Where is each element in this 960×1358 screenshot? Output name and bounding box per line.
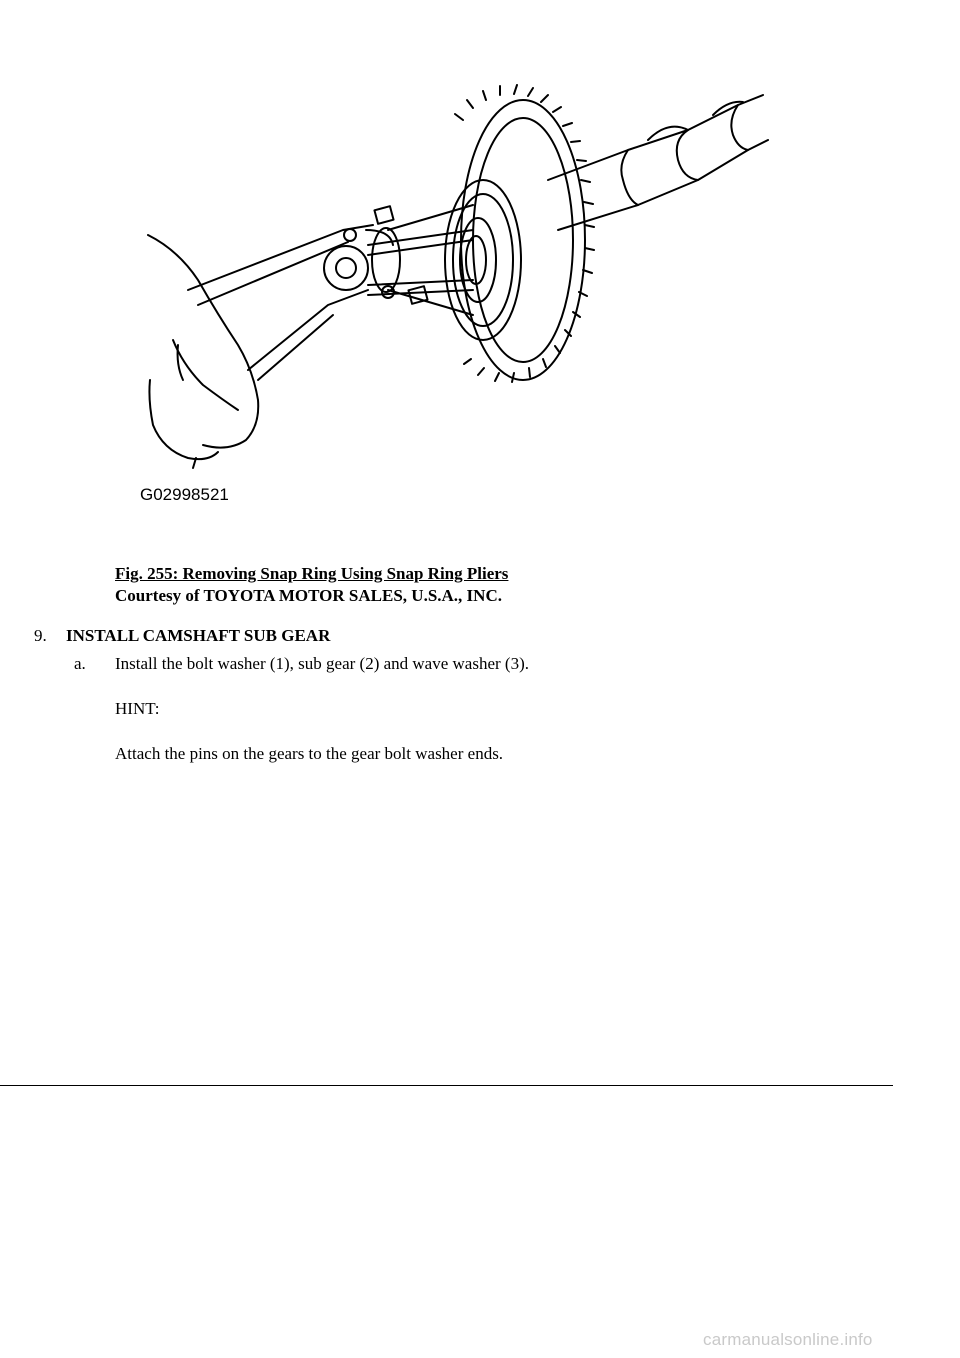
substep-text: Install the bolt washer (1), sub gear (2) and wave washer (3). [115,654,529,673]
figure-code-label: G02998521 [140,485,229,504]
step-title: INSTALL CAMSHAFT SUB GEAR [66,626,331,645]
snap-ring-pliers-icon [188,206,473,380]
footer-divider [0,1085,893,1086]
substep-letter: a. [74,654,86,673]
figure-illustration [128,80,778,510]
figure-title-link[interactable]: Fig. 255: Removing Snap Ring Using Snap Ring Pliers [115,564,509,583]
hint-label: HINT: [115,699,160,718]
gear-icon [455,85,594,382]
watermark: carmanualsonline.info [703,1330,873,1349]
figure-credit: Courtesy of TOYOTA MOTOR SALES, U.S.A., INC. [115,586,502,605]
substep-item [74,653,874,675]
step-heading [34,625,330,647]
hint-text: Attach the pins on the gears to the gear bolt washer ends. [115,744,504,763]
camshaft-snap-ring-pliers-icon [128,80,778,510]
step-number: 9. [34,626,47,645]
figure-caption [115,563,508,607]
